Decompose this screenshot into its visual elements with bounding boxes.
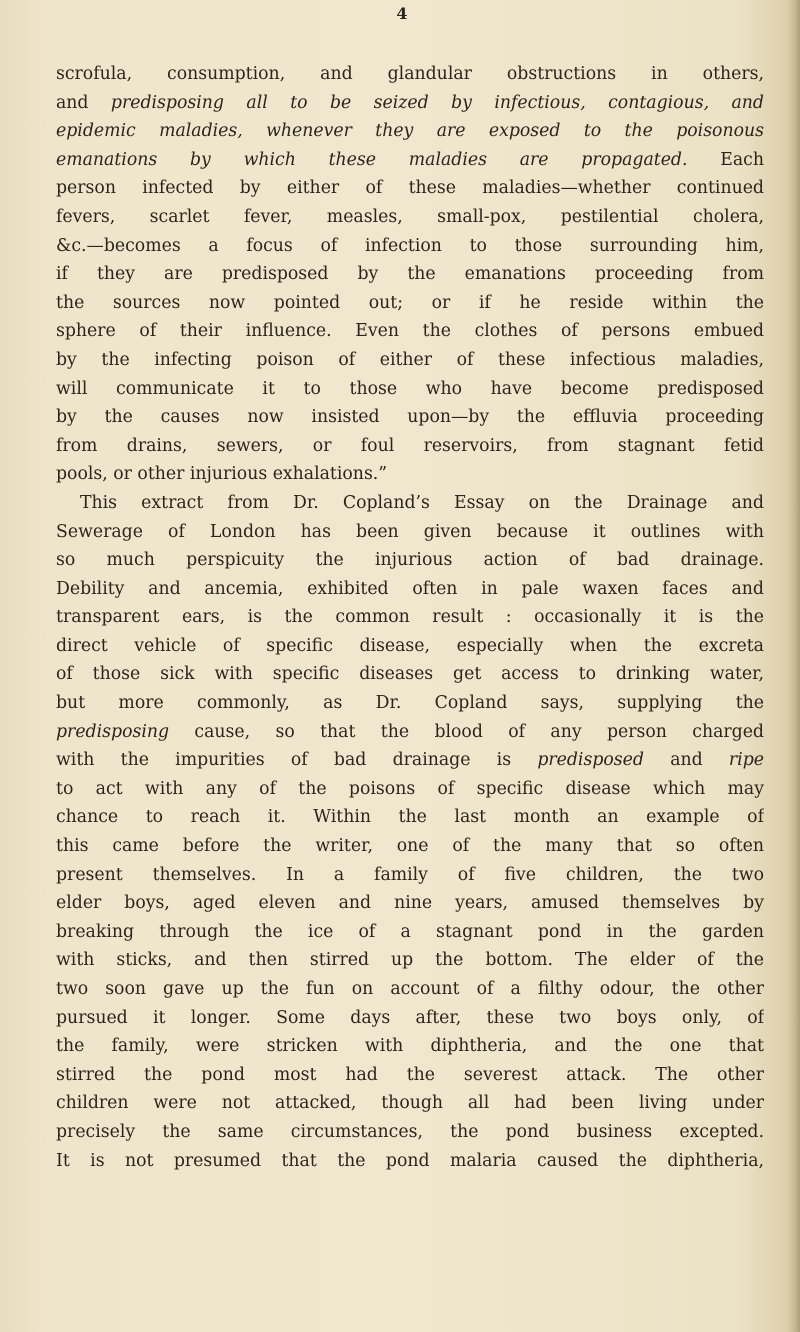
text-line bbox=[56, 403, 764, 432]
text-line bbox=[56, 603, 764, 632]
text-line bbox=[56, 1147, 764, 1176]
text-segment: the sources now pointed out; or if he reside within the bbox=[56, 292, 764, 313]
text-line bbox=[56, 575, 764, 604]
text-segment: with sticks, and then stirred up the bottom. The elder of the bbox=[56, 950, 764, 971]
text-segment: fevers, scarlet fever, measles, small-pox, pestilential cholera, bbox=[56, 206, 764, 227]
text-segment: It is not presumed that the pond malaria caused the diphtheria, bbox=[56, 1150, 764, 1171]
text-segment: chance to reach it. Within the last month an example of bbox=[56, 807, 764, 828]
text-segment: cause, so that the blood of any person charged bbox=[169, 721, 764, 742]
text-line bbox=[56, 889, 764, 918]
italic-text: predisposing all to be seized by infectious, contagious, and bbox=[110, 92, 764, 113]
body-text bbox=[56, 60, 764, 1175]
text-line bbox=[56, 375, 764, 404]
text-line bbox=[56, 346, 764, 375]
text-line bbox=[56, 861, 764, 890]
text-segment: direct vehicle of specific disease, especially when the excreta bbox=[56, 635, 764, 656]
text-line bbox=[56, 117, 764, 146]
text-segment: will communicate it to those who have become predisposed bbox=[56, 378, 764, 399]
italic-text: ripe bbox=[728, 750, 764, 771]
text-segment: by the infecting poison of either of these infectious maladies, bbox=[56, 349, 764, 370]
text-segment: stirred the pond most had the severest attack. The other bbox=[56, 1064, 764, 1085]
text-line bbox=[56, 775, 764, 804]
text-line bbox=[56, 718, 764, 747]
text-line bbox=[56, 1004, 764, 1033]
text-line bbox=[56, 975, 764, 1004]
text-line bbox=[56, 432, 764, 461]
page-edge-shadow bbox=[786, 0, 800, 1332]
text-segment: two soon gave up the fun on account of a filthy odour, the other bbox=[56, 979, 764, 999]
text-line bbox=[56, 918, 764, 947]
text-line bbox=[56, 803, 764, 832]
text-line bbox=[56, 946, 764, 975]
text-line bbox=[56, 60, 764, 89]
text-line bbox=[56, 832, 764, 861]
italic-text: epidemic maladies, whenever they are exposed to the poisonous bbox=[56, 121, 764, 142]
text-line bbox=[56, 289, 764, 318]
text-segment: precisely the same circumstances, the pond business excepted. bbox=[56, 1121, 764, 1142]
text-line bbox=[56, 317, 764, 346]
text-line bbox=[56, 1118, 764, 1147]
text-line bbox=[56, 1061, 764, 1090]
text-segment: pursued it longer. Some days after, these two boys only, of bbox=[56, 1007, 764, 1028]
text-segment: and bbox=[643, 750, 729, 771]
text-segment: Sewerage of London has been given because it outlines with bbox=[56, 521, 764, 542]
text-segment: so much perspicuity the injurious action of bad drainage. bbox=[56, 550, 764, 571]
text-segment: by the causes now insisted upon—by the effluvia proceeding bbox=[56, 407, 764, 428]
text-line bbox=[56, 632, 764, 661]
text-line bbox=[56, 260, 764, 289]
text-segment: breaking through the ice of a stagnant pond in the garden bbox=[56, 921, 764, 942]
text-line bbox=[56, 1032, 764, 1061]
text-segment: with the impurities of bad drainage is bbox=[56, 750, 538, 771]
text-segment: to act with any of the poisons of specific disease which may bbox=[56, 778, 764, 799]
text-segment: of those sick with specific diseases get access to drinking water, bbox=[56, 664, 764, 685]
text-line bbox=[56, 546, 764, 575]
text-line bbox=[56, 146, 764, 175]
text-segment: &c.—becomes a focus of infection to those surrounding him, bbox=[56, 235, 764, 256]
text-line bbox=[56, 203, 764, 232]
text-segment: present themselves. In a family of five children, the two bbox=[56, 864, 764, 885]
text-segment: and bbox=[56, 92, 111, 113]
text-segment: if they are predisposed by the emanations proceeding from bbox=[56, 264, 764, 285]
text-segment: Each bbox=[687, 149, 764, 170]
text-line bbox=[56, 232, 764, 261]
text-segment: scrofula, consumption, and glandular obstructions in others, bbox=[56, 64, 764, 84]
text-line bbox=[56, 89, 764, 118]
text-segment: sphere of their influence. Even the clothes of persons embued bbox=[56, 321, 764, 342]
text-segment: elder boys, aged eleven and nine years, amused themselves by bbox=[56, 893, 764, 914]
page-number: 4 bbox=[396, 4, 408, 23]
text-line bbox=[56, 746, 764, 775]
text-line bbox=[56, 660, 764, 689]
text-segment: pools, or other injurious exhalations.” bbox=[56, 464, 388, 485]
text-line bbox=[56, 174, 764, 203]
text-segment: transparent ears, is the common result : occasionally it is the bbox=[56, 607, 764, 628]
text-segment: the family, were stricken with diphtheria, and the one that bbox=[56, 1036, 764, 1057]
text-segment: Debility and ancemia, exhibited often in pale waxen faces and bbox=[56, 578, 764, 599]
text-segment: from drains, sewers, or foul reservoirs, from stagnant fetid bbox=[56, 435, 764, 456]
italic-text: predisposing bbox=[56, 721, 170, 742]
text-line bbox=[56, 460, 764, 489]
text-segment: this came before the writer, one of the many that so often bbox=[56, 836, 764, 857]
text-line bbox=[56, 1089, 764, 1118]
text-segment: This extract from Dr. Copland’s Essay on the Drainage and bbox=[80, 492, 764, 513]
text-segment: person infected by either of these maladies—whether continued bbox=[56, 178, 764, 199]
text-line bbox=[56, 689, 764, 718]
italic-text: emanations by which these maladies are propagated. bbox=[56, 149, 688, 170]
text-segment: children were not attacked, though all had been living under bbox=[56, 1093, 764, 1114]
italic-text: predisposed bbox=[537, 750, 644, 771]
text-segment: but more commonly, as Dr. Copland says, supplying the bbox=[56, 693, 764, 714]
text-line bbox=[56, 518, 764, 547]
text-line bbox=[56, 489, 764, 518]
